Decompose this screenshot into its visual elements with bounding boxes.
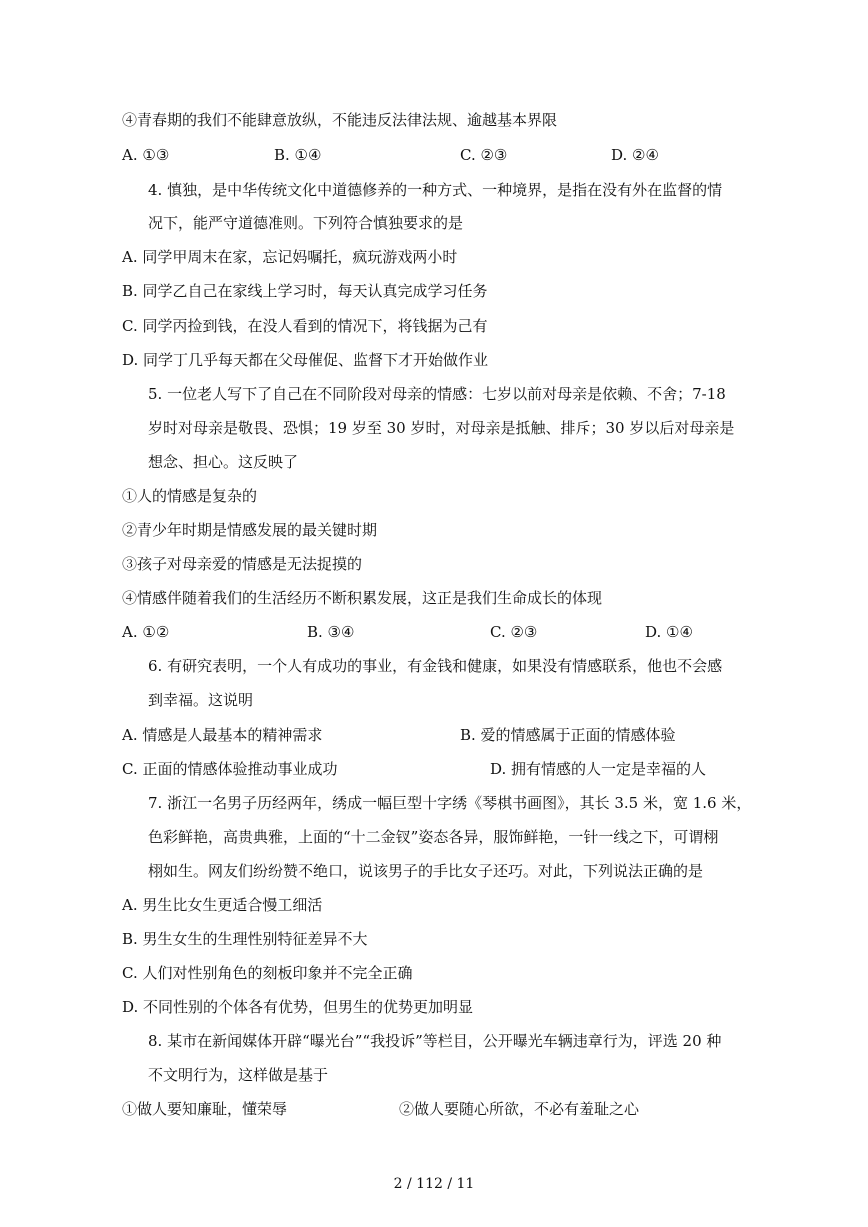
q6-option-a: A. 情感是人最基本的精神需求 <box>122 726 323 744</box>
q6-option-d: D. 拥有情感的人一定是幸福的人 <box>490 760 707 778</box>
q8-stem-line-1: 8. 某市在新闻媒体开辟“曝光台”“我投诉”等栏目，公开曝光车辆违章行为，评选 20 种 <box>148 1032 722 1050</box>
q4-stem-line-2: 况下，能严守道德准则。下列符合慎独要求的是 <box>148 214 464 232</box>
q8-item-2: ②做人要随心所欲，不必有羞耻之心 <box>399 1100 640 1118</box>
q6-option-c: C. 正面的情感体验推动事业成功 <box>122 760 338 778</box>
q5-option-b: B. ③④ <box>307 623 355 641</box>
q5-item-1: ①人的情感是复杂的 <box>122 487 258 505</box>
page-footer: 2 / 112 / 11 <box>393 1176 475 1192</box>
q7-stem-line-1: 7. 浙江一名男子历经两年，绣成一幅巨型十字绣《琴棋书画图》，其长 3.5 米，宽 1.6 米， <box>148 794 752 812</box>
q7-option-d: D. 不同性别的个体各有优势，但男生的优势更加明显 <box>122 998 474 1016</box>
q5-option-a: A. ①② <box>122 623 170 641</box>
q5-stem-line-2: 岁时对母亲是敬畏、恐惧；19 岁至 30 岁时，对母亲是抵触、排斥；30 岁以后对母亲是 <box>148 419 735 437</box>
q5-item-3: ③孩子对母亲爱的情感是无法捉摸的 <box>122 555 363 573</box>
q8-stem-line-2: 不文明行为，这样做是基于 <box>148 1066 329 1084</box>
q3-item-4: ④青春期的我们不能肆意放纵，不能违反法律法规、逾越基本界限 <box>122 111 558 129</box>
q7-option-c: C. 人们对性别角色的刻板印象并不完全正确 <box>122 964 413 982</box>
q4-option-b: B. 同学乙自己在家线上学习时，每天认真完成学习任务 <box>122 282 488 300</box>
q5-item-2: ②青少年时期是情感发展的最关键时期 <box>122 521 378 539</box>
q5-option-d: D. ①④ <box>645 623 693 641</box>
q4-option-d: D. 同学丁几乎每天都在父母催促、监督下才开始做作业 <box>122 351 489 369</box>
q3-option-d: D. ②④ <box>611 146 659 164</box>
q4-stem-line-1: 4. 慎独，是中华传统文化中道德修养的一种方式、一种境界，是指在没有外在监督的情 <box>148 181 723 199</box>
q6-stem-line-1: 6. 有研究表明，一个人有成功的事业，有金钱和健康，如果没有情感联系，他也不会感 <box>148 657 723 675</box>
q7-option-b: B. 男生女生的生理性别特征差异不大 <box>122 930 368 948</box>
q5-item-4: ④情感伴随着我们的生活经历不断积累发展，这正是我们生命成长的体现 <box>122 589 603 607</box>
q3-option-c: C. ②③ <box>460 146 508 164</box>
q5-stem-line-3: 想念、担心。这反映了 <box>148 453 299 471</box>
q4-option-a: A. 同学甲周末在家，忘记妈嘱托，疯玩游戏两小时 <box>122 248 458 266</box>
q6-option-b: B. 爱的情感属于正面的情感体验 <box>460 726 676 744</box>
q4-option-c: C. 同学丙捡到钱，在没人看到的情况下，将钱据为己有 <box>122 317 488 335</box>
q7-stem-line-2: 色彩鲜艳，高贵典雅，上面的“十二金钗”姿态各异，服饰鲜艳，一针一线之下，可谓栩 <box>148 828 719 846</box>
q5-stem-line-1: 5. 一位老人写下了自己在不同阶段对母亲的情感：七岁以前对母亲是依赖、不舍；7-18 <box>148 385 726 403</box>
q7-stem-line-3: 栩如生。网友们纷纷赞不绝口，说该男子的手比女子还巧。对此，下列说法正确的是 <box>148 862 704 880</box>
q5-option-c: C. ②③ <box>490 623 538 641</box>
q3-option-b: B. ①④ <box>274 146 322 164</box>
q6-stem-line-2: 到幸福。这说明 <box>148 691 254 709</box>
q7-option-a: A. 男生比女生更适合慢工细活 <box>122 896 323 914</box>
q3-option-a: A. ①③ <box>122 146 170 164</box>
q8-item-1: ①做人要知廉耻，懂荣辱 <box>122 1100 288 1118</box>
